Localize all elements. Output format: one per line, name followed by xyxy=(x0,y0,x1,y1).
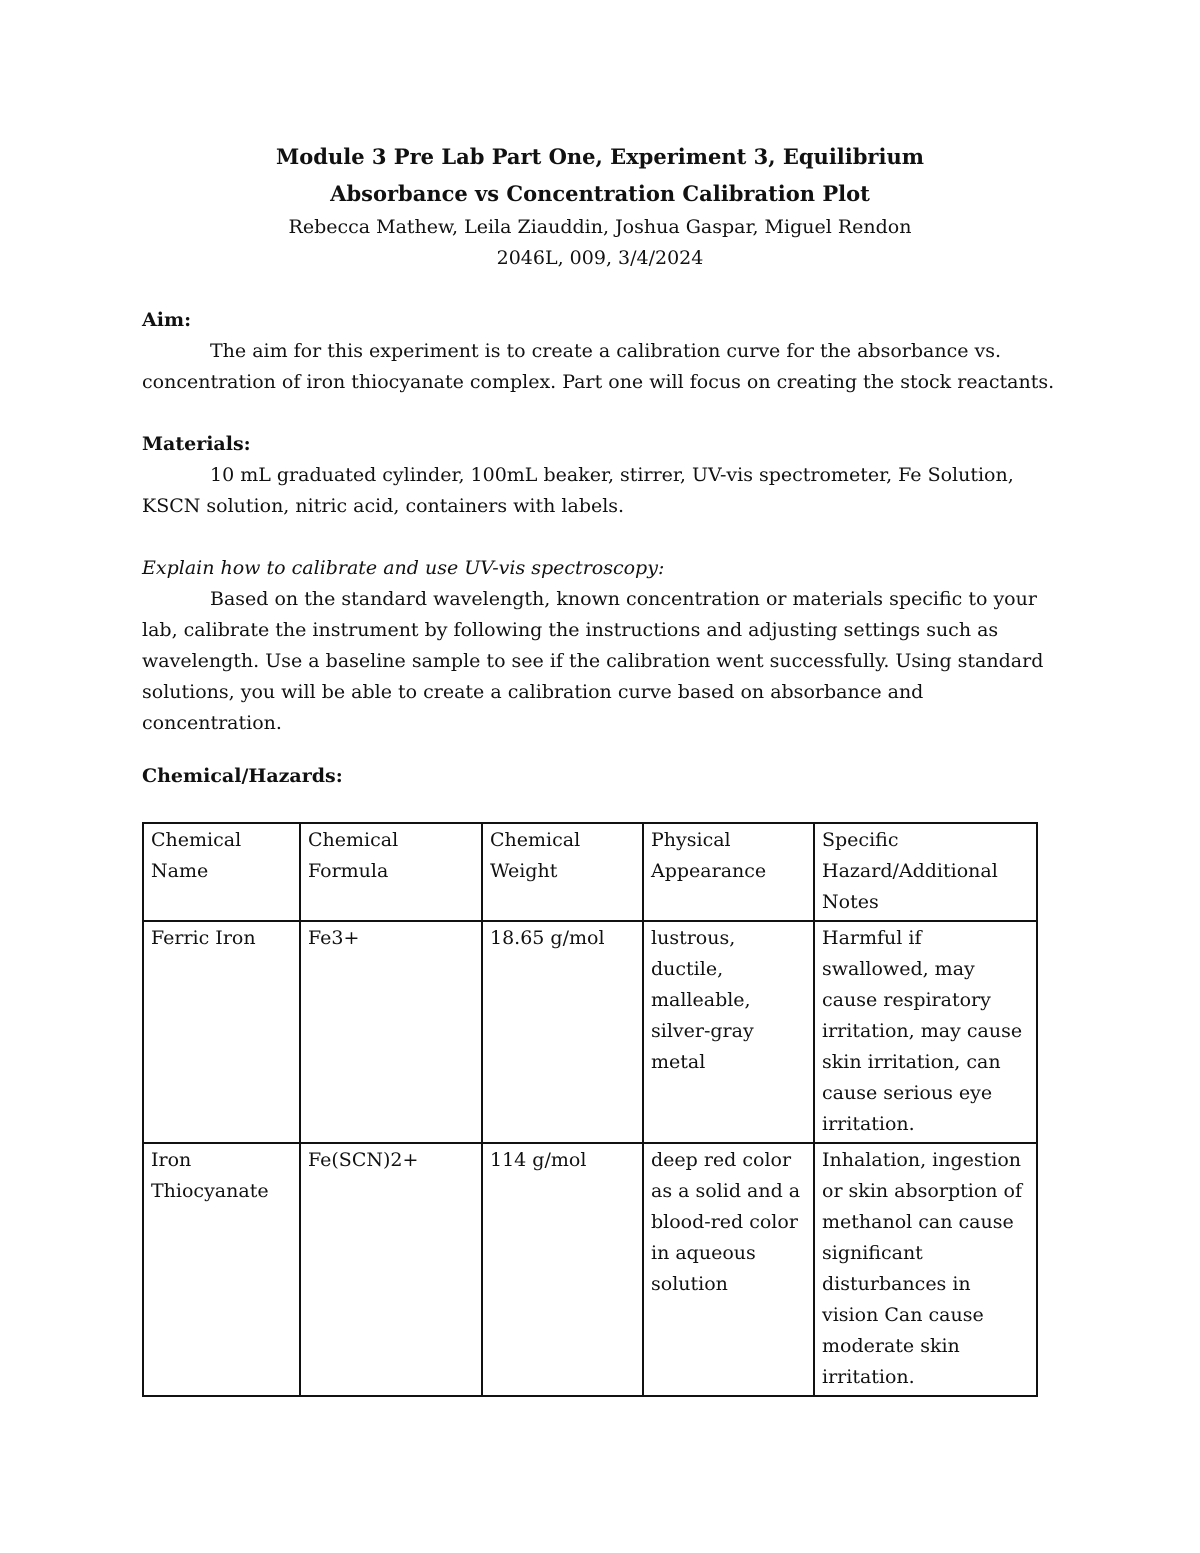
cell-physical-appearance: deep red color as a solid and a blood-red color in aqueous solution xyxy=(643,1143,814,1396)
cell-chemical-formula: Fe(SCN)2+ xyxy=(300,1143,482,1396)
document-course-info: 2046L, 009, 3/4/2024 xyxy=(496,247,704,269)
document-title-line1: Module 3 Pre Lab Part One, Experiment 3, Equilibrium xyxy=(276,144,924,169)
materials-text: 10 mL graduated cylinder, 100mL beaker, stirrer, UV-vis spectrometer, Fe Solution, KSCN solution, nitric acid, containers with labels. xyxy=(142,464,1014,517)
header-chemical-weight: Chemical Weight xyxy=(482,823,643,921)
cell-specific-hazard: Inhalation, ingestion or skin absorption of methanol can cause significant disturbances in vision Can cause moderate skin irritation. xyxy=(814,1143,1037,1396)
cell-chemical-weight: 18.65 g/mol xyxy=(482,921,643,1143)
aim-heading: Aim: xyxy=(142,309,192,331)
cell-chemical-weight: 114 g/mol xyxy=(482,1143,643,1396)
cell-chemical-name: Iron Thiocyanate xyxy=(143,1143,300,1396)
cell-chemical-formula: Fe3+ xyxy=(300,921,482,1143)
cell-physical-appearance: lustrous, ductile, malleable, silver-gray metal xyxy=(643,921,814,1143)
header-physical-appearance: Physical Appearance xyxy=(643,823,814,921)
document-authors: Rebecca Mathew, Leila Ziauddin, Joshua Gaspar, Miguel Rendon xyxy=(288,216,912,238)
hazards-heading: Chemical/Hazards: xyxy=(142,765,343,787)
header-chemical-formula: Chemical Formula xyxy=(300,823,482,921)
header-chemical-name: Chemical Name xyxy=(143,823,300,921)
header-specific-hazard: Specific Hazard/Additional Notes xyxy=(814,823,1037,921)
uvvis-text: Based on the standard wavelength, known concentration or materials specific to your lab, calibrate the instrument by following the instructions and adjusting settings such as wavelength. Use a baseline sample to see if the calibration went successfully. Using standard solutions, you will be able to create a calibration curve based on absorbance and concentration. xyxy=(142,588,1044,734)
table-header-row xyxy=(143,823,1037,921)
aim-text: The aim for this experiment is to create a calibration curve for the absorbance vs. concentration of iron thiocyanate complex. Part one will focus on creating the stock reactants. xyxy=(142,340,1055,393)
table-row xyxy=(143,921,1037,1143)
materials-heading: Materials: xyxy=(142,433,251,455)
cell-specific-hazard: Harmful if swallowed, may cause respiratory irritation, may cause skin irritation, can cause serious eye irritation. xyxy=(814,921,1037,1143)
document-title-line2: Absorbance vs Concentration Calibration Plot xyxy=(330,181,870,206)
table-row xyxy=(143,1143,1037,1396)
hazards-table xyxy=(142,822,1038,1397)
cell-chemical-name: Ferric Iron xyxy=(143,921,300,1143)
uvvis-heading: Explain how to calibrate and use UV-vis spectroscopy: xyxy=(142,557,665,579)
